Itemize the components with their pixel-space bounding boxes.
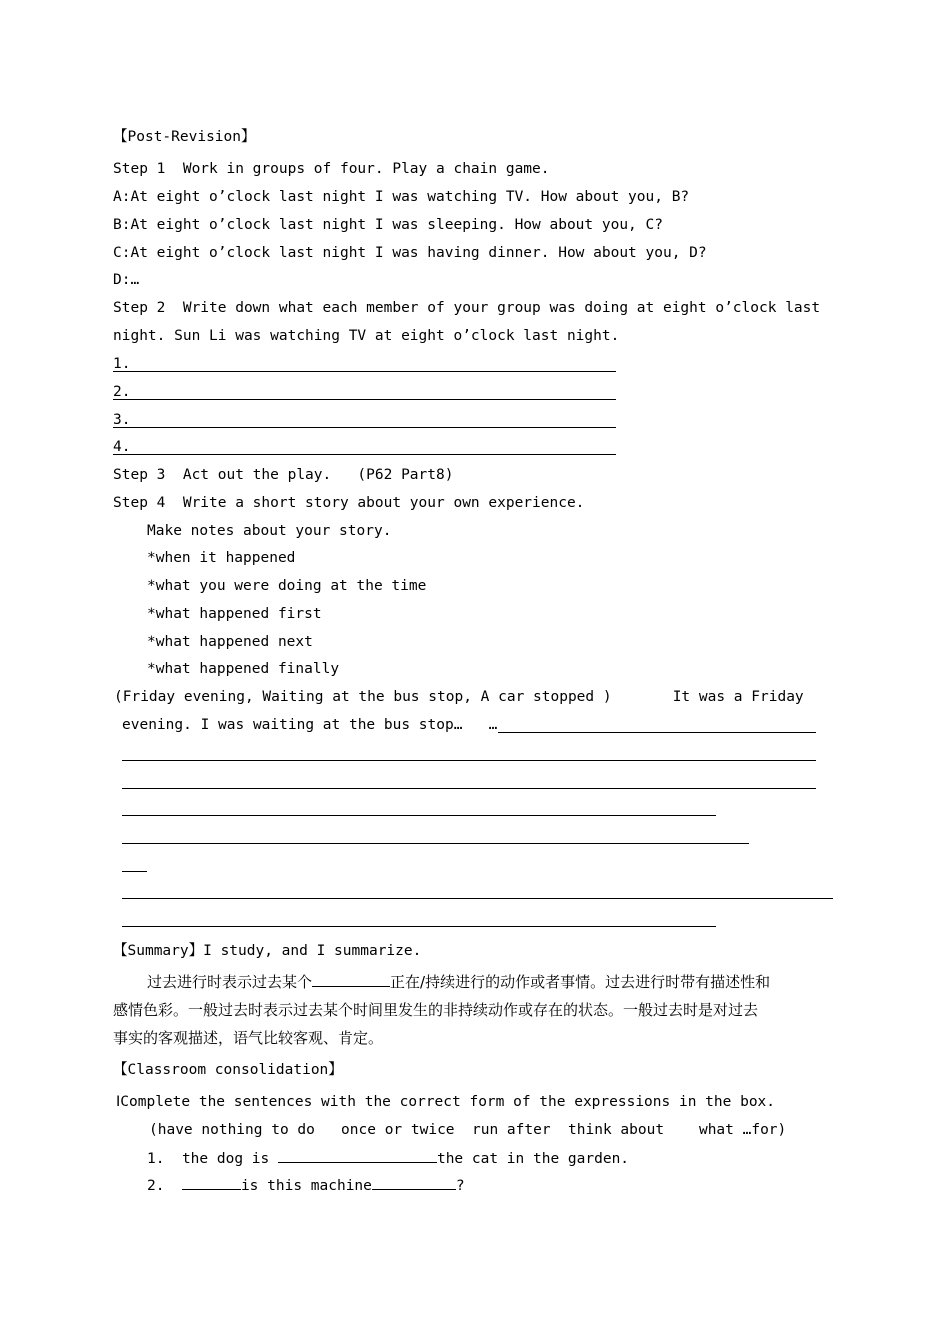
dialog-line-a: A:At eight o’clock last night I was watching TV. How about you, B?: [113, 189, 690, 205]
story-line-3[interactable]: [122, 788, 816, 789]
answer-line-3[interactable]: [113, 427, 616, 428]
dialog-line-b: B:At eight o’clock last night I was sleeping. How about you, C?: [113, 217, 663, 233]
dialog-line-c: C:At eight o’clock last night I was having dinner. How about you, D?: [113, 245, 707, 261]
note-item-3: *what happened first: [147, 606, 322, 622]
question-2-text: is this machine: [240, 1178, 372, 1194]
step4-text: Step 4 Write a short story about your own experience.: [113, 495, 585, 511]
question-2: [147, 1175, 465, 1196]
story-line-6[interactable]: [122, 871, 147, 872]
question-1-text-after: the cat in the garden.: [436, 1151, 630, 1167]
story-line-7[interactable]: [122, 898, 833, 899]
summary-paragraph-line3: 事实的客观描述，语气比较客观、肯定。: [113, 1029, 384, 1047]
question-1-number: 1.: [147, 1151, 165, 1167]
answer-line-4[interactable]: [113, 454, 616, 455]
story-line-4[interactable]: [122, 815, 716, 816]
question-2-number: 2.: [147, 1178, 165, 1194]
question-1-blank[interactable]: [278, 1148, 437, 1163]
step3-text: Step 3 Act out the play. (P62 Part8): [113, 467, 454, 483]
story-prompt-line2: evening. I was waiting at the bus stop… …: [122, 717, 498, 733]
question-2-blank-1[interactable]: [182, 1175, 241, 1190]
consolidation-instruction: ⅠComplete the sentences with the correct form of the expressions in the box.: [116, 1094, 776, 1110]
question-2-end: ?: [455, 1178, 465, 1194]
note-item-4: *what happened next: [147, 634, 313, 650]
question-1-text-before: the dog is: [181, 1151, 278, 1167]
answer-label-3: 3.: [113, 412, 131, 428]
summary-paragraph-line1: [147, 972, 770, 992]
step1-text: Step 1 Work in groups of four. Play a chain game.: [113, 161, 550, 177]
question-1: [147, 1148, 629, 1169]
summary-blank[interactable]: [312, 972, 390, 987]
step2-text-line1: Step 2 Write down what each member of your group was doing at eight o’clock last: [113, 300, 821, 316]
note-item-2: *what you were doing at the time: [147, 578, 427, 594]
post-revision-heading: 【Post-Revision】: [113, 129, 256, 145]
step2-text-line2: night. Sun Li was watching TV at eight o’clock last night.: [113, 328, 620, 344]
summary-text-before-blank: 过去进行时表示过去某个: [147, 973, 313, 991]
story-line-8[interactable]: [122, 926, 716, 927]
story-line-2[interactable]: [122, 760, 816, 761]
note-item-5: *what happened finally: [147, 661, 340, 677]
summary-paragraph-line2: 感情色彩。一般过去时表示过去某个时间里发生的非持续动作或存在的状态。一般过去时是对过去: [113, 1001, 759, 1019]
answer-label-2: 2.: [113, 384, 131, 400]
story-line-5[interactable]: [122, 843, 749, 844]
notes-intro: Make notes about your story.: [147, 523, 392, 539]
summary-text-after-blank: 正在/持续进行的动作或者事情。过去进行时带有描述性和: [390, 973, 771, 991]
note-item-1: *when it happened: [147, 550, 296, 566]
answer-line-1[interactable]: [113, 371, 616, 372]
answer-line-2[interactable]: [113, 399, 616, 400]
expression-box: (have nothing to do once or twice run after think about what …for): [149, 1122, 787, 1138]
question-2-blank-2[interactable]: [372, 1175, 456, 1190]
story-prompt-line1: (Friday evening, Waiting at the bus stop, A car stopped ) It was a Friday: [114, 689, 804, 705]
answer-label-1: 1.: [113, 356, 131, 372]
story-line-1[interactable]: [498, 732, 816, 733]
consolidation-heading: 【Classroom consolidation】: [113, 1062, 343, 1078]
dialog-line-d: D:…: [113, 272, 140, 288]
answer-label-4: 4.: [113, 439, 131, 455]
summary-heading: 【Summary】I study, and I summarize.: [113, 943, 422, 959]
